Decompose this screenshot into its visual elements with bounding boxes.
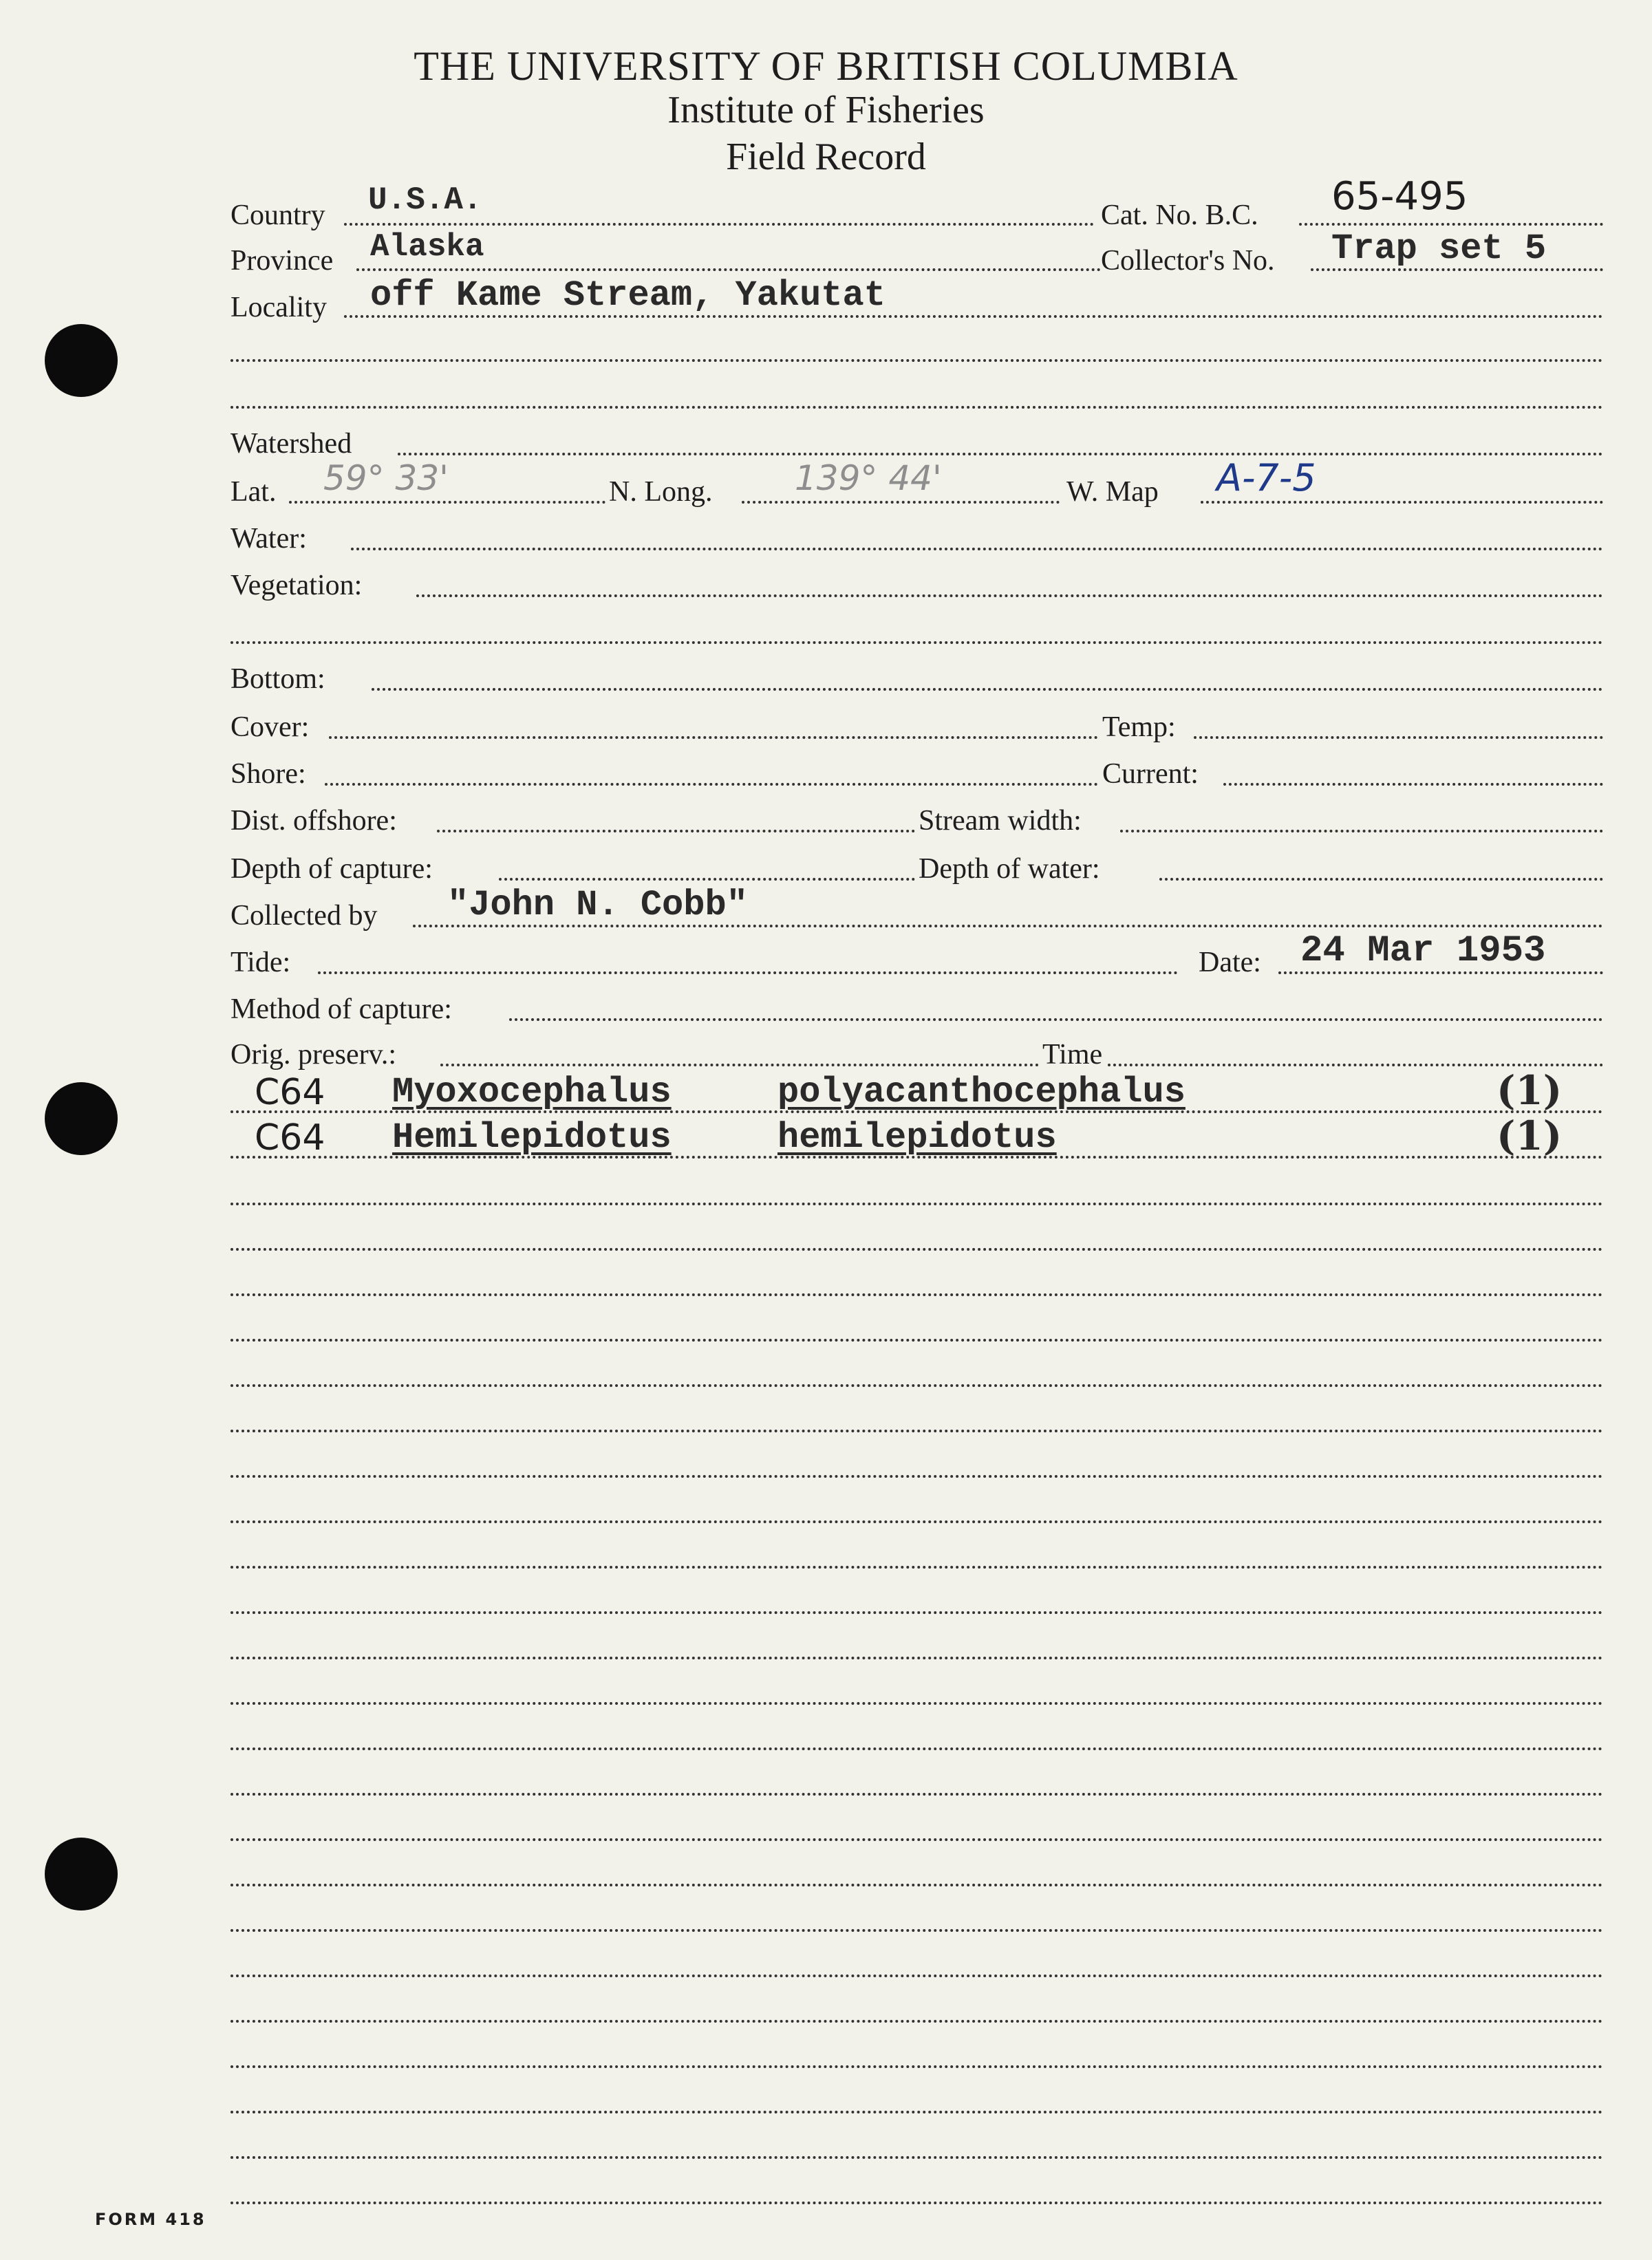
blank-ruled-line [230, 1838, 1603, 1841]
collected-by-label: Collected by [230, 900, 378, 932]
specimen-genus: Myoxocephalus [392, 1072, 672, 1112]
collectors-no-label: Collector's No. [1101, 245, 1275, 277]
blank-ruled-line [230, 1566, 1603, 1569]
binder-hole-middle [45, 1082, 118, 1155]
blank-ruled-line [230, 1384, 1603, 1387]
watershed-line [398, 453, 1603, 455]
blank-ruled-line [230, 1430, 1603, 1432]
institution-title: THE UNIVERSITY OF BRITISH COLUMBIA [414, 43, 1238, 89]
province-line [356, 268, 1101, 271]
stream-width-line [1120, 830, 1603, 832]
lat-value: 59° 33' [323, 458, 449, 498]
lat-line [289, 501, 605, 504]
depth-of-water-label: Depth of water: [919, 853, 1100, 885]
blank-ruled-line [230, 1929, 1603, 1932]
blank-ruled-line [230, 1974, 1603, 1977]
specimen-line-1 [230, 1110, 1603, 1113]
stream-width-label: Stream width: [919, 805, 1082, 837]
blank-ruled-line [230, 1293, 1603, 1296]
country-line [344, 223, 1094, 226]
blank-ruled-line [230, 1747, 1603, 1750]
locality-line-3 [230, 406, 1603, 409]
current-label: Current: [1102, 758, 1199, 790]
date-value: 24 Mar 1953 [1300, 930, 1546, 972]
cat-no-value: 65-495 [1331, 174, 1468, 219]
vegetation-line-2 [230, 641, 1603, 644]
collected-by-value: "John N. Cobb" [447, 885, 748, 925]
depth-of-water-line [1159, 878, 1603, 881]
map-value: A-7-5 [1216, 456, 1316, 499]
temp-label: Temp: [1102, 711, 1176, 743]
province-label: Province [230, 245, 334, 277]
depth-of-capture-line [499, 878, 915, 881]
specimen-row [230, 1067, 1603, 1116]
long-line [742, 501, 1060, 504]
blank-ruled-line [230, 1520, 1603, 1523]
blank-ruled-line [230, 2020, 1603, 2023]
cover-line [329, 736, 1098, 739]
specimen-code: C64 [255, 1117, 325, 1159]
vegetation-line-1 [416, 594, 1603, 597]
bottom-line [372, 688, 1603, 691]
water-label: Water: [230, 523, 307, 555]
blank-ruled-line [230, 1702, 1603, 1705]
blank-ruled-line [230, 1884, 1603, 1886]
locality-value: off Kame Stream, Yakutat [370, 275, 886, 316]
blank-ruled-line [230, 2065, 1603, 2068]
temp-line [1194, 736, 1603, 739]
country-value: U.S.A. [368, 182, 482, 218]
locality-line-2 [230, 359, 1603, 362]
dist-offshore-label: Dist. offshore: [230, 805, 397, 837]
current-line [1223, 783, 1603, 786]
orig-preserv-label: Orig. preserv.: [230, 1039, 397, 1070]
water-line [351, 548, 1603, 550]
time-label: Time [1042, 1039, 1103, 1070]
cover-label: Cover: [230, 711, 310, 743]
specimen-row [230, 1112, 1603, 1161]
collectors-no-value: Trap set 5 [1331, 228, 1547, 269]
department-title: Institute of Fisheries [667, 89, 985, 131]
method-of-capture-label: Method of capture: [230, 993, 452, 1025]
long-value: 139° 44' [795, 458, 942, 498]
binder-hole-top [45, 324, 118, 397]
orig-preserv-line [440, 1064, 1039, 1066]
blank-ruled-line [230, 2111, 1603, 2113]
depth-of-capture-label: Depth of capture: [230, 853, 433, 885]
dist-offshore-line [437, 830, 915, 832]
specimen-line-2 [230, 1156, 1603, 1159]
shore-line [325, 783, 1098, 786]
blank-ruled-line [230, 1793, 1603, 1796]
n-long-label: N. Long. [609, 476, 713, 508]
w-map-label: W. Map [1066, 476, 1159, 508]
form-number: FORM 418 [95, 2210, 206, 2229]
map-line [1201, 501, 1603, 504]
cat-no-label: Cat. No. B.C. [1101, 200, 1258, 231]
lat-label: Lat. [230, 476, 277, 508]
specimen-count: (1) [1497, 1112, 1563, 1159]
specimen-species: hemilepidotus [777, 1117, 1057, 1158]
method-of-capture-line [509, 1018, 1603, 1021]
time-line [1108, 1064, 1603, 1066]
watershed-label: Watershed [230, 428, 352, 460]
tide-line [318, 971, 1178, 974]
tide-label: Tide: [230, 947, 291, 978]
specimen-genus: Hemilepidotus [392, 1117, 672, 1158]
bottom-label: Bottom: [230, 663, 325, 695]
specimen-count: (1) [1497, 1067, 1563, 1114]
binder-hole-bottom [45, 1838, 118, 1911]
blank-ruled-line [230, 1339, 1603, 1342]
form-title: Field Record [726, 136, 926, 178]
specimen-code: C64 [255, 1072, 325, 1113]
blank-ruled-line [230, 1248, 1603, 1251]
date-label: Date: [1199, 947, 1261, 978]
country-label: Country [230, 200, 325, 231]
shore-label: Shore: [230, 758, 306, 790]
blank-ruled-line [230, 2156, 1603, 2159]
specimen-species: polyacanthocephalus [777, 1072, 1186, 1112]
blank-ruled-line [230, 1475, 1603, 1478]
blank-ruled-line [230, 2202, 1603, 2204]
province-value: Alaska [370, 229, 484, 265]
cat-no-line [1299, 223, 1603, 226]
vegetation-label: Vegetation: [230, 570, 363, 601]
blank-ruled-line [230, 1611, 1603, 1614]
locality-label: Locality [230, 292, 327, 323]
blank-ruled-line [230, 1657, 1603, 1659]
blank-ruled-line [230, 1203, 1603, 1205]
